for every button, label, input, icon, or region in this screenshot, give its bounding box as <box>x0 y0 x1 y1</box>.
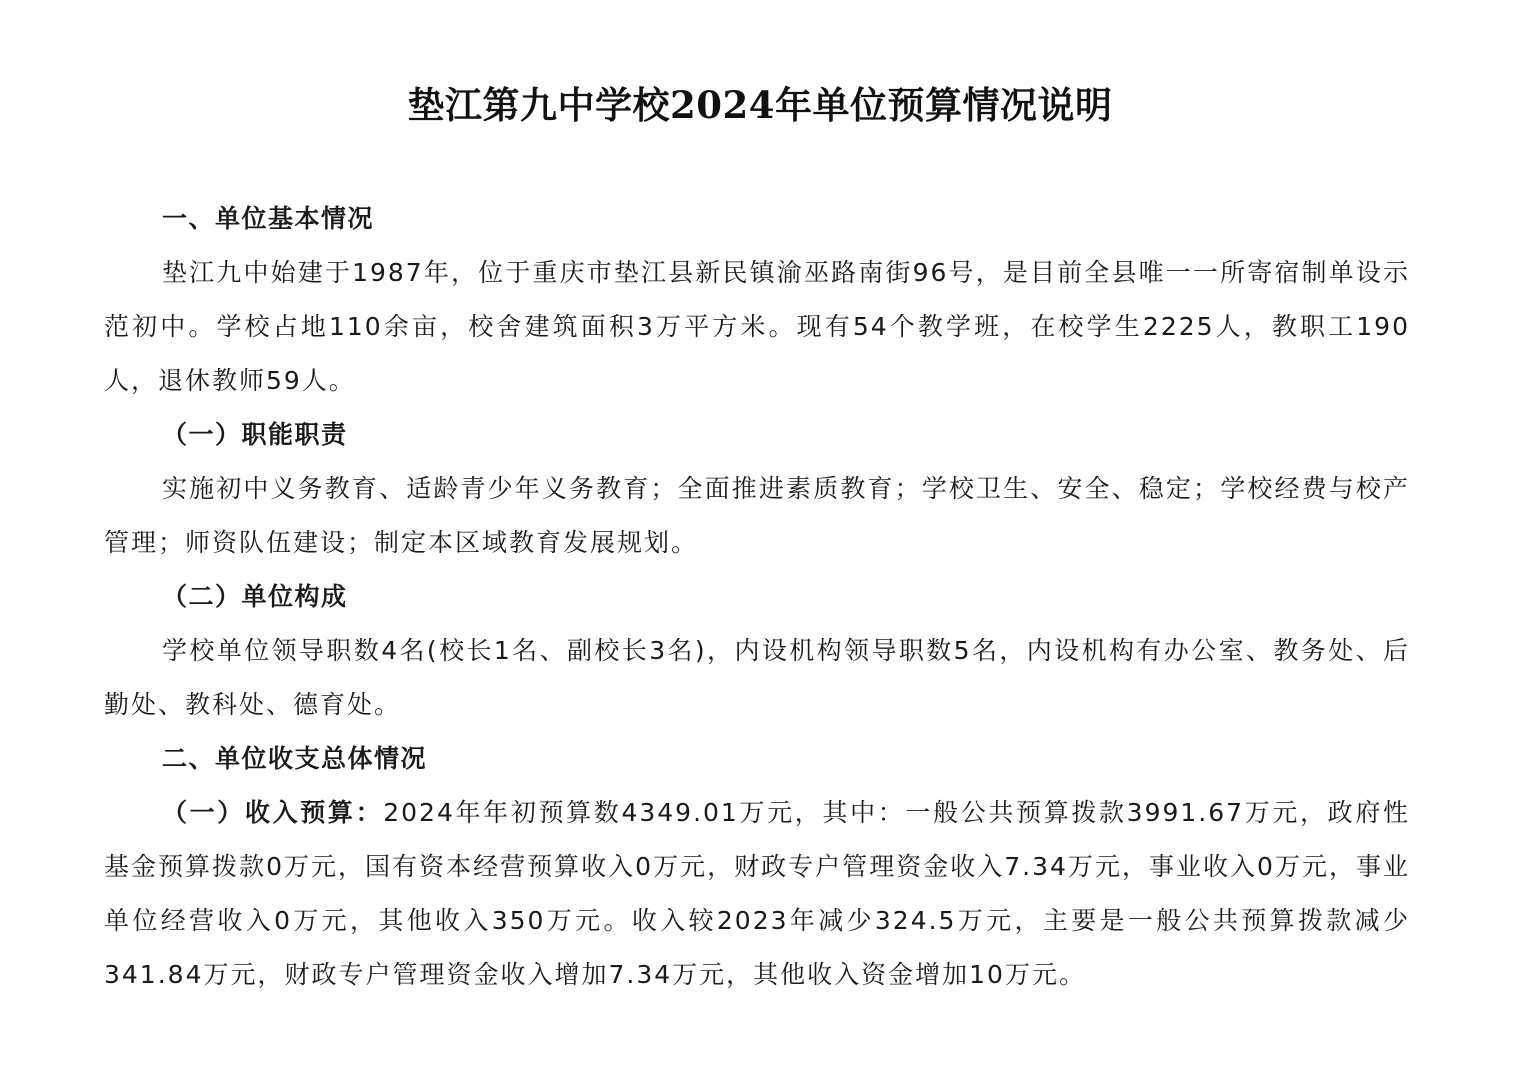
document-body <box>104 192 1410 1002</box>
paragraph-composition: 学校单位领导职数4名(校长1名、副校长3名)，内设机构领导职数5名，内设机构有办公室、教务处、后勤处、教科处、德育处。 <box>104 636 1410 719</box>
subsection-heading-duties: （一）职能职责 <box>162 420 348 449</box>
income-budget-label: （一）收入预算： <box>162 798 384 827</box>
section-heading-basic-info: 一、单位基本情况 <box>162 204 375 233</box>
section-heading-income-expense: 二、单位收支总体情况 <box>162 744 428 773</box>
subsection-heading-composition: （二）单位构成 <box>162 582 348 611</box>
document-title: 垫江第九中学校2024年单位预算情况说明 <box>407 83 1113 127</box>
paragraph-income-budget <box>104 786 1410 1002</box>
paragraph-basic-info: 垫江九中始建于1987年，位于重庆市垫江县新民镇渝巫路南街96号，是目前全县唯一一所寄宿制单设示范初中。学校占地110余亩，校舍建筑面积3万平方米。现有54个教学班，在校学生2225人，教职工190人，退休教师59人。 <box>104 258 1410 395</box>
paragraph-duties: 实施初中义务教育、适龄青少年义务教育；全面推进素质教育；学校卫生、安全、稳定；学校经费与校产管理；师资队伍建设；制定本区域教育发展规划。 <box>104 474 1410 557</box>
income-budget-text: 2024年年初预算数4349.01万元，其中：一般公共预算拨款3991.67万元，政府性基金预算拨款0万元，国有资本经营预算收入0万元，财政专户管理资金收入7.34万元，事业收入0万元，事业单位经营收入0万元，其他收入350万元。收入较2023年减少324.5万元，主要是一般公共预算拨款减少341.84万元，财政专户管理资金收入增加7.34万元，其他收入资金增加10万元。 <box>104 798 1410 989</box>
